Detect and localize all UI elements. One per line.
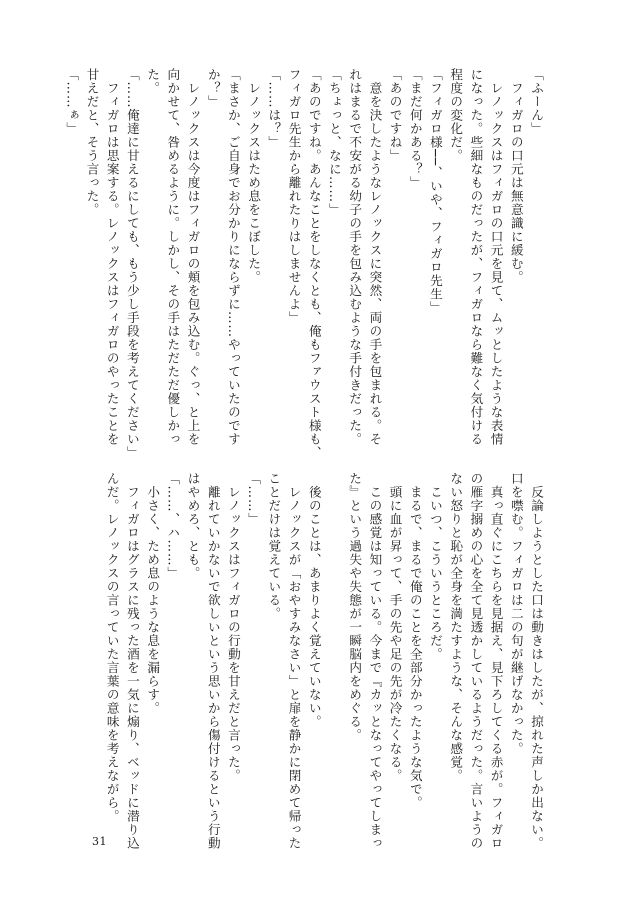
text-line: の雁字搦めの心を全て見透かしているようだった。言いようの [468, 472, 484, 850]
text-line: 「……」 [246, 472, 262, 526]
text-line: 「……俺達に甘えるにしても、もう少し手段を考えてください」 [124, 68, 140, 460]
text-line: た』という過失や失態が一瞬脳内をめぐる。 [347, 472, 363, 742]
text-line: ことだけは覚えている。 [266, 472, 282, 621]
text-line: レノックスはため息をこぼした。 [246, 68, 262, 284]
text-line: 小さく、ため息のような息を漏らす。 [145, 472, 161, 715]
text-block-top [61, 68, 546, 460]
text-line: この感覚は知っている。今まで『カッとなってやってしまっ [367, 472, 383, 850]
text-line: 「ちょっと、なに……」 [326, 68, 342, 217]
text-line: 「フィガロ様──、いや、フィガロ先生」 [427, 68, 443, 315]
text-line: 程度の変化だ。 [448, 68, 464, 163]
text-line: フィガロの口元は無意識に緩む。 [508, 68, 524, 284]
text-line [324, 472, 344, 832]
text-line: になった。些細なものだったが、フィガロなら難なく気付ける [468, 68, 484, 446]
text-line: ない怒りと恥が全身を満たすような、そんな感覚。 [448, 472, 464, 783]
text-line: た。 [145, 68, 161, 95]
text-line: 意を決したようなレノックスに突然、両の手を包まれる。そ [367, 68, 383, 446]
text-line: 向かせて、咎めるように。しかし、その手はただただ優しかっ [165, 68, 181, 446]
text-line: はやめろ、とも。 [185, 472, 201, 580]
text-line: フィガロは思案する。レノックスはフィガロのやったことを [104, 68, 120, 446]
text-line: 「……は？」 [266, 68, 282, 149]
text-block-bottom [102, 472, 546, 850]
text-line: まるで、まるで俺のことを全部分かったような気で。 [407, 472, 423, 810]
text-line: れはまるで不安がる幼子の手を包み込むような手付きだった。 [347, 68, 363, 446]
text-line: レノックスはフィガロの口元を見て、ムッとしたような表情 [488, 68, 504, 446]
text-line: 「あのですね。あんなことをしなくとも、俺もファウスト様も、 [306, 68, 322, 460]
text-line: レノックスが「おやすみなさい」と扉を静かに閉めて帰った [286, 472, 302, 850]
text-line: 「……、ハ……」 [165, 472, 181, 580]
text-line: 「まさか、ご自身でお分かりにならずに……やっていたのです [225, 68, 241, 446]
text-line: こいつ、こういうところだ。 [427, 472, 443, 661]
page-number: 31 [92, 835, 107, 848]
text-line: 「……ぁ」 [64, 68, 80, 136]
text-line: んだ。レノックスの言っていた言葉の意味を考えながら。 [104, 472, 120, 823]
text-line: 後のことは、あまりよく覚えていない。 [306, 472, 322, 729]
text-line: 真っ直ぐにこちらを見据え、見下ろしてくる赤が。フィガロ [488, 472, 504, 850]
text-line: 「あのですね」 [387, 68, 403, 163]
text-line: 頭に血が昇って、手の先や足の先が冷たくなる。 [387, 472, 403, 783]
text-line: レノックスは今度はフィガロの頬を包み込む。ぐっ、と上を [185, 68, 201, 446]
text-line: 口を噤む。フィガロは二の句が継げなかった。 [508, 472, 524, 756]
text-line: 反論しようとした口は動きはしたが、掠れた声しか出ない。 [529, 472, 544, 850]
text-line: レノックスはフィガロの行動を甘えだと言った。 [225, 472, 241, 783]
text-line: 「ふーん」 [529, 68, 544, 136]
text-line: 甘えだと、そう言った。 [84, 68, 100, 217]
text-line: 「まだ何かある？」 [407, 68, 423, 190]
text-line: 離れていかないで欲しいという思いから傷付けるという行動 [205, 472, 221, 850]
text-line: か？」 [205, 68, 221, 109]
text-line: フィガロ先生から離れたりはしませんよ」 [286, 68, 302, 325]
text-line: フィガロはグラスに残った酒を一気に煽り、ベッドに潜り込 [124, 472, 140, 850]
